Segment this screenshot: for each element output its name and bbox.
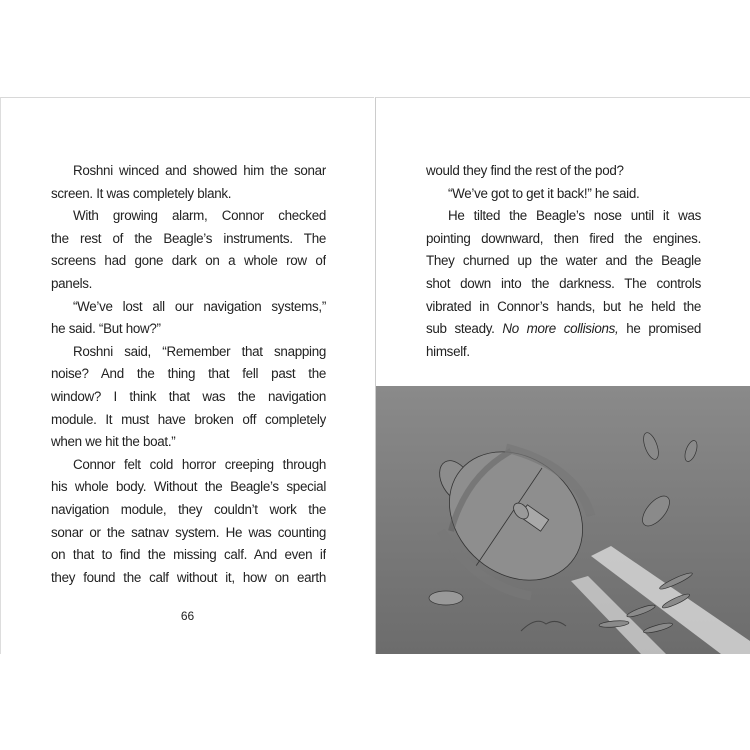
text-line: Roshni winced and showed him the sonar xyxy=(73,163,326,178)
left-page-text xyxy=(51,160,326,589)
text-line: shot down into the darkness. The controls xyxy=(426,275,701,291)
text-segment: sub steady. xyxy=(426,321,503,337)
text-line: module. It must have broken off completely xyxy=(51,411,326,427)
text-line: vibrated in Connor’s hands, but he held the xyxy=(426,298,701,314)
text-line: he said. “But how?” xyxy=(51,321,161,337)
text-line: noise? And the thing that fell past the xyxy=(51,366,326,382)
text-line: “We’ve lost all our navigation systems,” xyxy=(73,298,326,314)
text-line: his whole body. Without the Beagle’s special xyxy=(51,479,326,495)
text-line: screen. It was completely blank. xyxy=(51,185,232,201)
text-line: sonar or the satnav system. He was counting xyxy=(51,524,326,540)
text-line: With growing alarm, Connor checked xyxy=(73,208,326,224)
right-page xyxy=(375,97,750,654)
text-line: navigation module, they couldn’t work the xyxy=(51,501,326,517)
text-line: Connor felt cold horror creeping through xyxy=(73,456,326,472)
text-line: Roshni said, “Remember that snapping xyxy=(73,343,326,359)
text-line: himself. xyxy=(426,343,470,359)
text-line: they found the calf without it, how on earth xyxy=(51,569,326,585)
text-line: panels. xyxy=(51,275,93,291)
text-line: when we hit the boat.” xyxy=(51,434,176,450)
text-line: They churned up the water and the Beagle xyxy=(426,253,701,269)
right-page-text xyxy=(426,160,701,363)
left-page xyxy=(0,97,374,654)
text-line: He tilted the Beagle’s nose until it was xyxy=(448,208,701,224)
text-line: “We’ve got to get it back!” he said. xyxy=(448,185,640,201)
text-line xyxy=(426,318,701,341)
text-line: window? I think that was the navigation xyxy=(51,388,326,404)
text-segment: he promised xyxy=(618,321,701,337)
italic-thought: No more collisions, xyxy=(502,321,619,337)
page-number: 66 xyxy=(180,609,195,623)
text-line: on that to find the missing calf. And even if xyxy=(51,547,326,563)
text-line: screens had gone dark on a whole row of xyxy=(51,253,326,269)
text-line: the rest of the Beagle’s instruments. The xyxy=(51,230,326,246)
text-line: would they find the rest of the pod? xyxy=(426,163,624,178)
submarine-illustration xyxy=(376,386,750,654)
text-line: pointing downward, then fired the engines. xyxy=(426,230,701,246)
